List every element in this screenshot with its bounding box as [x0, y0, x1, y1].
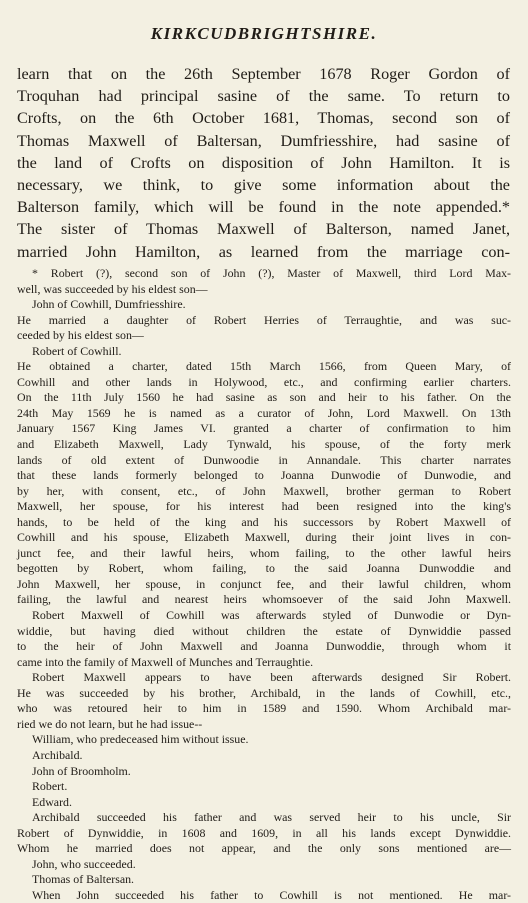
body-line: Balterson family, which will be found in the note appended.* [17, 198, 510, 217]
footnote-line: Archibald succeeded his father and was served heir to his uncle, Sir [32, 810, 511, 825]
footnote-line: January 1567 King James VI. granted a charter of confirmation to him [17, 421, 511, 436]
body-line: necessary, we think, to give some information about the [17, 176, 510, 195]
footnote [17, 266, 511, 903]
footnote-line: and Elizabeth Maxwell, Lady Tynwald, his spouse, of the forty merk [17, 437, 511, 452]
footnote-line: On the 11th July 1560 he had sasine as son and heir to his father. On the [17, 390, 511, 405]
body-line: learn that on the 26th September 1678 Roger Gordon of [17, 65, 510, 83]
footnote-line: Edward. [32, 794, 72, 809]
body-line: Troquhan had principal sasine of the same. To return to [17, 87, 510, 106]
footnote-line: Whom he married does not appear, and the only sons mentioned are— [17, 841, 511, 856]
footnote-line: Robert. [32, 779, 68, 794]
footnote-line: junct fee, and their lawful heirs, whom failing, to the other lawful heirs [17, 545, 511, 560]
footnote-line: Archibald. [32, 747, 83, 762]
body-line: married John Hamilton, as learned from the marriage con- [17, 242, 510, 261]
footnote-line: John Maxwell, her spouse, in conjunct fee, and their lawful children, whom [17, 576, 511, 591]
footnote-line: * Robert (?), second son of John (?), Master of Maxwell, third Lord Max- [32, 266, 511, 280]
running-head: KIRKCUDBRIGHTSHIRE. [150, 24, 378, 43]
body-line: the land of Crofts on disposition of John Hamilton. It is [17, 153, 510, 172]
footnote-line: Robert of Dynwiddie, in 1608 and 1609, in all his lands except Dynwiddie. [17, 825, 511, 840]
footnote-line: Cowhill and his spouse, Elizabeth Maxwell, during their joint lives in con- [17, 530, 511, 545]
footnote-line: 24th May 1569 he is named as a curator of John, Lord Maxwell. On 13th [17, 405, 511, 420]
body-line: Thomas Maxwell of Baltersan, Dumfriesshire, had sasine of [17, 131, 510, 150]
footnote-line: He was succeeded by his brother, Archibald, in the lands of Cowhill, etc., [17, 685, 511, 700]
footnote-line: Thomas of Baltersan. [32, 872, 135, 887]
footnote-line: widdie, but having died without children the estate of Dynwiddie passed [17, 623, 511, 638]
footnote-line: lands of old extent of Dunwoodie in Annandale. This charter narrates [17, 452, 511, 467]
body-line: The sister of Thomas Maxwell of Balterson, named Janet, [17, 220, 510, 239]
footnote-line: hands, to be held of the king and his successors by Robert Maxwell of [17, 514, 511, 529]
footnote-line: Robert of Cowhill. [32, 343, 122, 358]
footnote-line: John, who succeeded. [32, 856, 136, 871]
footnote-line: to the heir of John Maxwell and Joanna Dunwoddie, through whom it [17, 639, 511, 654]
footnote-line: Robert Maxwell of Cowhill was afterwards styled of Dunwodie or Dyn- [32, 608, 511, 623]
footnote-line: came into the family of Maxwell of Munches and Terraughtie. [17, 654, 314, 669]
footnote-line: He married a daughter of Robert Herries of Terraughtie, and was suc- [17, 312, 511, 327]
footnote-line: Maxwell, her spouse, for his interest had been resigned into the king's [17, 499, 511, 514]
footnote-line: John of Cowhill, Dumfriesshire. [32, 297, 186, 312]
body-line: Crofts, on the 6th October 1681, Thomas, second son of [17, 109, 510, 128]
footnote-line: ried we do not learn, but he had issue-- [17, 716, 203, 731]
footnote-line: well, was succeeded by his eldest son— [17, 281, 208, 296]
footnote-line: failing, the lawful and nearest heirs whomsoever of the said John Maxwell. [17, 592, 511, 607]
footnote-line: Cowhill and other lands in Holywood, etc., and confirming earlier charters. [17, 374, 511, 389]
footnote-line: ceeded by his eldest son— [17, 328, 144, 343]
footnote-line: John of Broomholm. [32, 763, 131, 778]
footnote-line: by her, with consent, etc., of John Maxwell, brother german to Robert [17, 483, 511, 498]
main-text [17, 63, 510, 263]
footnote-line: that these lands formerly belonged to Joanna Dunwodie of Dunwodie, and [17, 468, 511, 483]
footnote-line: William, who predeceased him without issue. [32, 732, 249, 747]
footnote-line: Robert Maxwell appears to have been afterwards designed Sir Robert. [32, 670, 511, 685]
footnote-line: When John succeeded his father to Cowhill is not mentioned. He mar- [32, 887, 511, 902]
footnote-line: He obtained a charter, dated 15th March 1566, from Queen Mary, of [17, 359, 511, 374]
footnote-line: begotten by Robert, whom failing, to the said Joanna Dunwoddie and [17, 561, 511, 576]
footnote-line: who was retoured heir to him in 1589 and 1590. Whom Archibald mar- [17, 701, 511, 716]
